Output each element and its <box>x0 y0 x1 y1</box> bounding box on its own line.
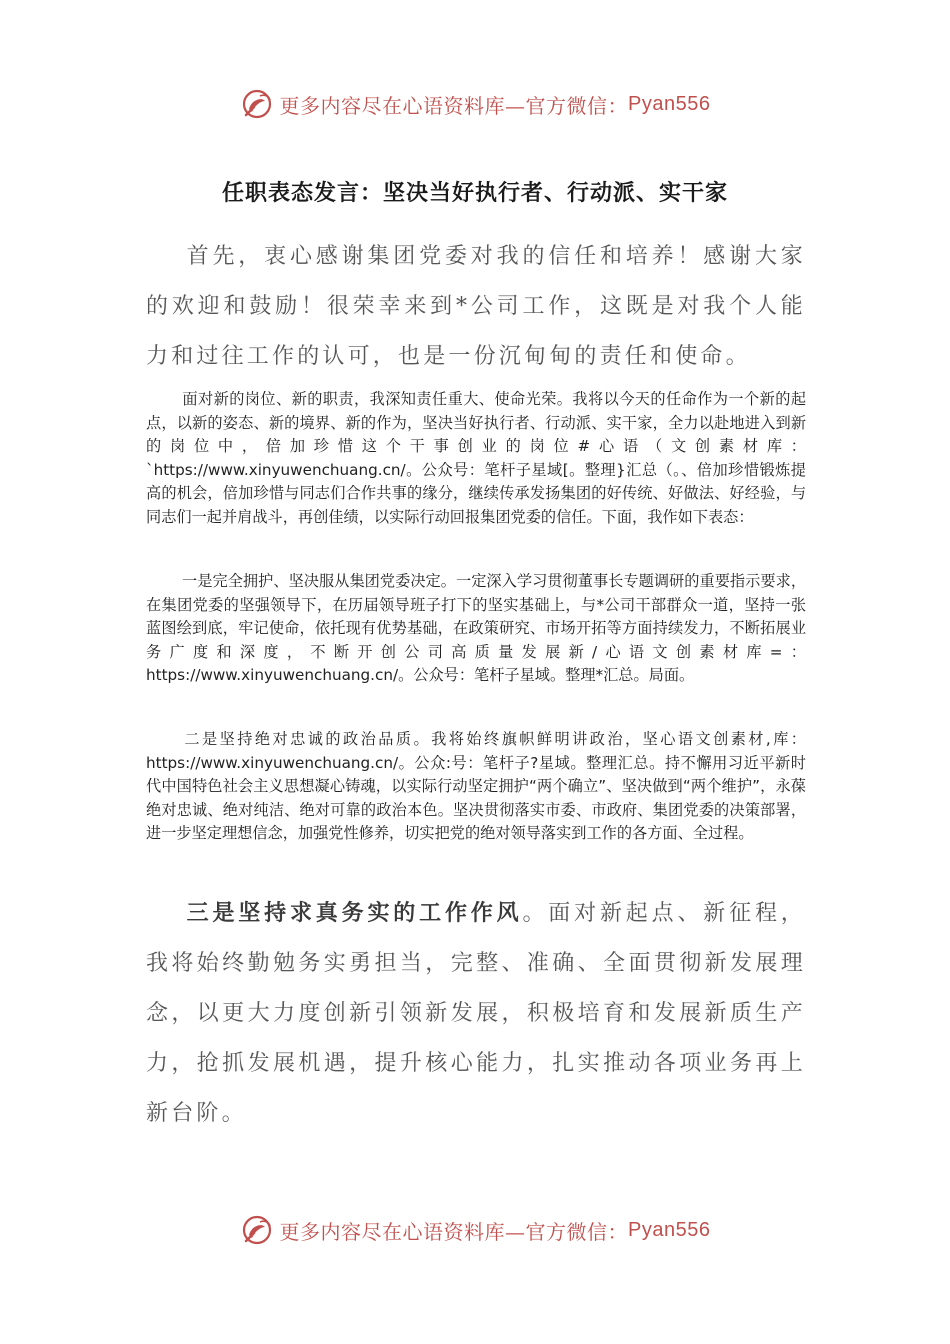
paragraph-1 <box>146 232 806 382</box>
paragraph-1-text: 首先，衷心感谢集团党委对我的信任和培养！感谢大家的欢迎和鼓励！很荣幸来到*公司工作，这既是对我个人能力和过往工作的认可，也是一份沉甸甸的责任和使命。 <box>146 244 806 369</box>
footer-banner-text: 更多内容尽在心语资料库—官方微信： <box>279 1219 629 1244</box>
paragraph-4 <box>146 728 806 846</box>
paragraph-2-text: 面对新的岗位、新的职责，我深知责任重大、使命光荣。我将以今天的任命作为一个新的起点，以新的姿态、新的境界、新的作为，坚决当好执行者、行动派、实干家，全力以赴地进入到新的岗位中，倍加珍惜这个干事创业的岗位#心语（文创素材库：`https://www.xinyuwenchuang.cn/。公众号：笔杆子星域[。整理}汇总（。、倍加珍惜锻炼提高的机会，倍加珍惜与同志们合作共事的缘分，继续传承发扬集团的好传统、好做法、好经验，与同志们一起并肩战斗，再创佳绩，以实际行动回报集团党委的信任。下面，我作如下表态： <box>146 390 806 526</box>
paragraph-5-text: 。面对新起点、新征程，我将始终勤勉务实勇担当，完整、准确、全面贯彻新发展理念，以更大力度创新引领新发展，积极培育和发展新质生产力，抢抓发展机遇，提升核心能力，扎实推动各项业务再上新台阶。 <box>146 901 806 1126</box>
pen-swirl-logo-icon <box>240 87 274 121</box>
footer-banner <box>0 1210 950 1250</box>
document-title: 任职表态发言：坚决当好执行者、行动派、实干家 <box>221 180 728 206</box>
pen-swirl-logo-icon <box>240 1213 274 1247</box>
footer-wechat-id: Pyan556 <box>628 1218 711 1241</box>
paragraph-3-text: 一是完全拥护、坚决服从集团党委决定。一定深入学习贯彻董事长专题调研的重要指示要求，在集团党委的坚强领导下，在历届领导班子打下的坚实基础上，与*公司干部群众一道，坚持一张蓝图绘到底，牢记使命，依托现有优势基础，在政策研究、市场开拓等方面持续发力，不断拓展业务广度和深度，不断开创公司高质量发展新/心语文创素材库=：https://www.xinyuwenchuang.cn/。公众号：笔杆子星域。整理*汇总。局面。 <box>146 572 806 685</box>
paragraph-3 <box>146 570 806 688</box>
paragraph-5-heading: 三是坚持求真务实的工作作风 <box>186 900 523 926</box>
paragraph-2 <box>146 388 806 530</box>
header-banner-text: 更多内容尽在心语资料库—官方微信： <box>279 93 629 118</box>
header-wechat-id: Pyan556 <box>628 92 711 115</box>
paragraph-5 <box>146 888 806 1139</box>
header-banner <box>0 84 950 124</box>
paragraph-4-text: 二是坚持绝对忠诚的政治品质。我将始终旗帜鲜明讲政治，坚心语文创素材,库：https://www.xinyuwenchuang.cn/。公众:号：笔杆子?星域。整理汇总。持不懈用习近平新时代中国特色社会主义思想凝心铸魂，以实际行动坚定拥护“两个确立”、坚决做到“两个维护”，永葆绝对忠诚、绝对纯洁、绝对可靠的政治本色。坚决贯彻落实市委、市政府、集团党委的决策部署，进一步坚定理想信念，加强党性修养，切实把党的绝对领导落实到工作的各方面、全过程。 <box>146 730 806 843</box>
